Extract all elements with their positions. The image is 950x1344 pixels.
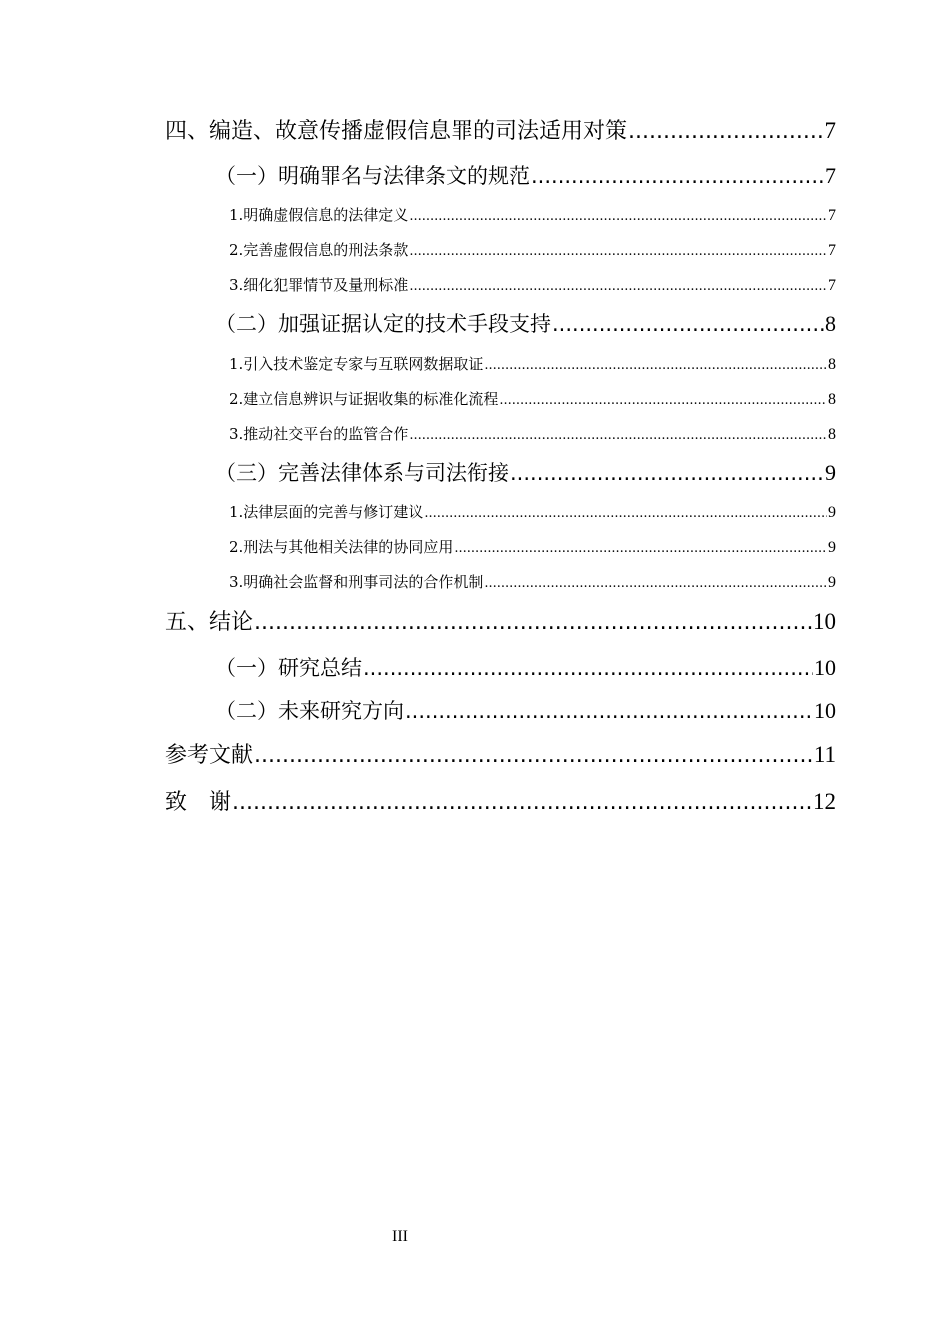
toc-entry-subsection-4-1-1[interactable] <box>229 203 836 227</box>
toc-entry-page: 7 <box>825 163 836 188</box>
toc-dot-leader <box>510 457 824 489</box>
toc-entry-page: 7 <box>824 118 836 143</box>
page-number-footer: III <box>392 1228 408 1245</box>
toc-entry-section-4-1[interactable] <box>215 160 836 192</box>
toc-entry-page: 10 <box>814 698 836 723</box>
toc-dot-leader <box>232 786 812 819</box>
toc-entry-label: 2.建立信息辨识与证据收集的标准化流程 <box>229 390 499 408</box>
toc-dot-leader <box>499 387 827 411</box>
toc-entry-label: 2.完善虚假信息的刑法条款 <box>229 241 409 259</box>
toc-entry-page: 8 <box>825 311 836 336</box>
toc-entry-section-5-2[interactable] <box>215 695 836 727</box>
toc-entry-page: 9 <box>828 574 836 591</box>
toc-entry-label: 参考文献 <box>165 743 254 768</box>
toc-dot-leader <box>628 115 823 148</box>
toc-entry-label: 五、结论 <box>165 610 254 635</box>
toc-entry-page: 8 <box>828 356 836 373</box>
toc-entry-references[interactable] <box>165 738 836 772</box>
toc-entry-subsection-4-2-3[interactable] <box>229 422 836 446</box>
toc-entry-page: 9 <box>825 460 836 485</box>
toc-dot-leader <box>454 535 827 559</box>
toc-entry-label: 四、编造、故意传播虚假信息罪的司法适用对策 <box>165 119 628 144</box>
toc-entry-label: （一）明确罪名与法律条文的规范 <box>215 164 530 188</box>
toc-dot-leader <box>552 308 824 340</box>
toc-entry-subsection-4-3-3[interactable] <box>229 570 836 594</box>
toc-dot-leader <box>405 695 813 727</box>
toc-entry-page: 10 <box>814 655 836 680</box>
toc-entry-subsection-4-2-2[interactable] <box>229 387 836 411</box>
toc-entry-acknowledgements[interactable] <box>165 785 836 819</box>
toc-entry-chapter-5[interactable] <box>165 605 836 639</box>
toc-dot-leader <box>254 739 813 772</box>
toc-dot-leader <box>484 352 827 376</box>
toc-entry-label: （二）加强证据认定的技术手段支持 <box>215 312 551 336</box>
toc-entry-label: （一）研究总结 <box>215 656 362 680</box>
toc-entry-page: 12 <box>813 789 836 814</box>
toc-dot-leader <box>484 570 827 594</box>
toc-entry-label: 1.法律层面的完善与修订建议 <box>229 503 424 521</box>
toc-dot-leader <box>409 203 827 227</box>
toc-entry-page: 7 <box>828 242 836 259</box>
toc-entry-label: 1.引入技术鉴定专家与互联网数据取证 <box>229 355 484 373</box>
toc-entry-page: 10 <box>813 609 836 634</box>
toc-entry-label: 3.明确社会监督和刑事司法的合作机制 <box>229 573 484 591</box>
toc-entry-page: 7 <box>828 207 836 224</box>
toc-entry-section-5-1[interactable] <box>215 652 836 684</box>
toc-dot-leader <box>409 422 827 446</box>
toc-dot-leader <box>254 606 812 639</box>
toc-entry-page: 9 <box>828 539 836 556</box>
toc-entry-label: 3.推动社交平台的监管合作 <box>229 425 409 443</box>
toc-entry-page: 11 <box>813 742 836 767</box>
toc-entry-subsection-4-1-3[interactable] <box>229 273 836 297</box>
toc-dot-leader <box>531 160 824 192</box>
toc-dot-leader <box>409 273 827 297</box>
toc-dot-leader <box>409 238 827 262</box>
toc-entry-label: 3.细化犯罪情节及量刑标准 <box>229 276 409 294</box>
toc-entry-label: 2.刑法与其他相关法律的协同应用 <box>229 538 454 556</box>
toc-entry-section-4-2[interactable] <box>215 308 836 340</box>
toc-entry-page: 8 <box>828 391 836 408</box>
toc-entry-page: 9 <box>828 504 836 521</box>
toc-entry-label: （三）完善法律体系与司法衔接 <box>215 461 509 485</box>
toc-entry-label: （二）未来研究方向 <box>215 699 404 723</box>
toc-dot-leader <box>424 500 827 524</box>
toc-entry-page: 8 <box>828 426 836 443</box>
toc-entry-subsection-4-1-2[interactable] <box>229 238 836 262</box>
toc-entry-chapter-4[interactable] <box>165 114 836 148</box>
toc-entry-label: 1.明确虚假信息的法律定义 <box>229 206 409 224</box>
toc-dot-leader <box>363 652 813 684</box>
toc-entry-subsection-4-2-1[interactable] <box>229 352 836 376</box>
toc-entry-section-4-3[interactable] <box>215 457 836 489</box>
toc-entry-label: 致 谢 <box>165 790 232 815</box>
toc-entry-page: 7 <box>828 277 836 294</box>
toc-entry-subsection-4-3-1[interactable] <box>229 500 836 524</box>
toc-entry-subsection-4-3-2[interactable] <box>229 535 836 559</box>
